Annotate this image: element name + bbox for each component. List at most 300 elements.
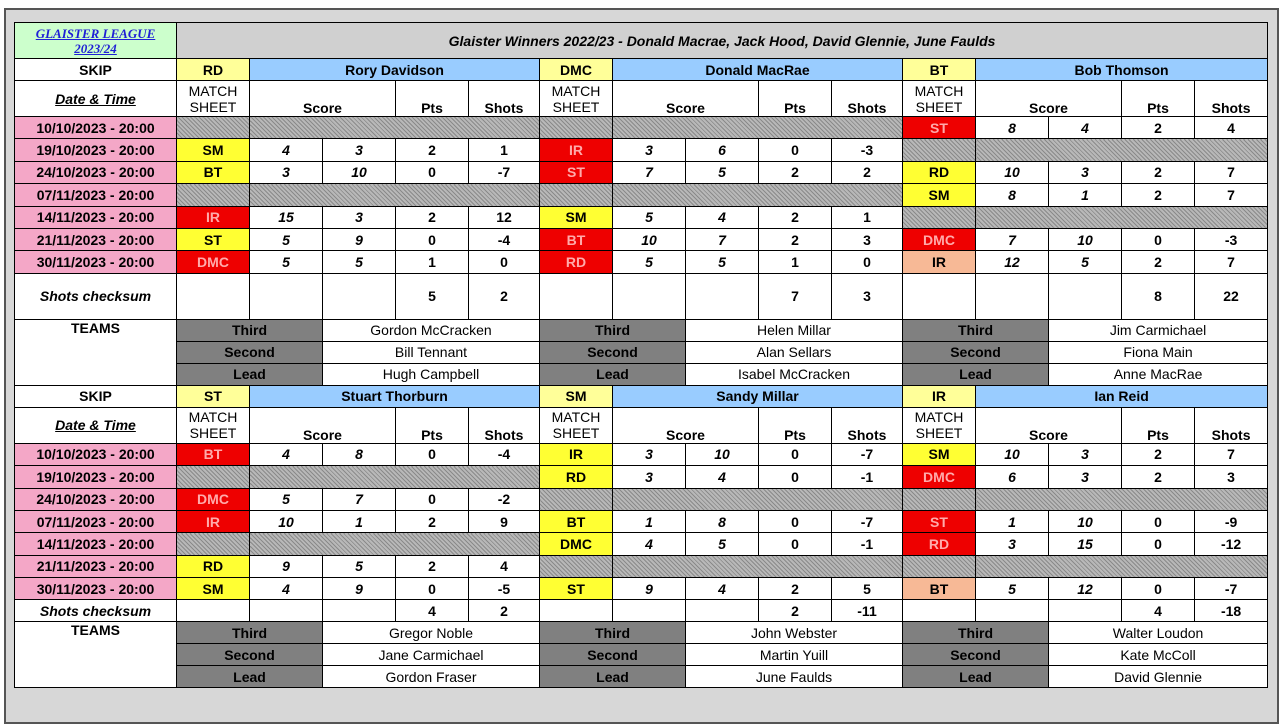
shots-cell: -7	[1195, 578, 1268, 600]
score-for: 9	[613, 578, 686, 600]
match-date: 24/10/2023 - 20:00	[15, 488, 177, 510]
shots-cell: 12	[469, 206, 540, 228]
league-title-link[interactable]: GLAISTER LEAGUE	[35, 25, 156, 41]
opponent-cell[interactable]: RD	[177, 555, 250, 577]
checksum-blank	[323, 273, 396, 319]
opponent-cell[interactable]: IR	[177, 206, 250, 228]
player-third: Jim Carmichael	[1049, 319, 1268, 341]
points-cell: 0	[1122, 228, 1195, 250]
position-third: Third	[903, 622, 1049, 644]
score-against: 12	[1049, 578, 1122, 600]
bye-cell	[250, 117, 540, 139]
opponent-cell[interactable]: BT	[540, 510, 613, 532]
opponent-cell[interactable]: SM	[177, 139, 250, 161]
points-cell: 0	[759, 466, 832, 488]
score-for: 10	[613, 228, 686, 250]
match-label: MATCH	[914, 82, 964, 99]
checksum-pts: 5	[396, 273, 469, 319]
position-second: Second	[540, 341, 686, 363]
team-code: SM	[540, 385, 613, 407]
score-for: 1	[613, 510, 686, 532]
player-lead: Hugh Campbell	[323, 363, 540, 385]
points-cell: 2	[1122, 251, 1195, 273]
score-against: 7	[323, 488, 396, 510]
shots-cell: -12	[1195, 533, 1268, 555]
score-against: 4	[686, 206, 759, 228]
score-against: 4	[1049, 117, 1122, 139]
score-against: 9	[323, 228, 396, 250]
checksum-pts: 4	[1122, 600, 1195, 622]
team-code: DMC	[540, 59, 613, 81]
score-for: 7	[613, 161, 686, 183]
score-for: 4	[250, 578, 323, 600]
points-cell: 2	[759, 228, 832, 250]
player-second: Alan Sellars	[686, 341, 903, 363]
bye-cell	[613, 488, 903, 510]
match-label: MATCH	[914, 409, 964, 426]
opponent-cell[interactable]: ST	[903, 117, 976, 139]
shots-header: Shots	[1195, 407, 1268, 443]
position-second: Second	[903, 644, 1049, 666]
shots-cell: -4	[469, 228, 540, 250]
shots-cell: -2	[469, 488, 540, 510]
opponent-cell[interactable]: ST	[903, 510, 976, 532]
score-against: 1	[323, 510, 396, 532]
checksum-blank	[613, 273, 686, 319]
shots-cell: 9	[469, 510, 540, 532]
shots-cell: 7	[1195, 251, 1268, 273]
teams-label: TEAMS	[15, 319, 177, 385]
skip-name: Donald MacRae	[613, 59, 903, 81]
points-cell: 0	[396, 578, 469, 600]
score-for: 3	[613, 443, 686, 465]
checksum-shots: 2	[469, 273, 540, 319]
score-against: 5	[1049, 251, 1122, 273]
score-for: 4	[613, 533, 686, 555]
opponent-cell[interactable]: BT	[177, 161, 250, 183]
opponent-cell[interactable]: SM	[177, 578, 250, 600]
points-cell: 2	[759, 578, 832, 600]
checksum-blank	[1049, 600, 1122, 622]
bye-cell	[250, 184, 540, 206]
score-for: 8	[976, 184, 1049, 206]
shots-cell: 1	[832, 206, 903, 228]
player-second: Bill Tennant	[323, 341, 540, 363]
shots-cell: -9	[1195, 510, 1268, 532]
bye-cell	[250, 466, 540, 488]
pts-header: Pts	[396, 407, 469, 443]
opponent-cell[interactable]: IR	[540, 139, 613, 161]
winners-banner: Glaister Winners 2022/23 - Donald Macrae, Jack Hood, David Glennie, June Faulds	[177, 23, 1268, 59]
match-label: MATCH	[551, 409, 601, 426]
score-for: 3	[613, 139, 686, 161]
shots-cell: 1	[469, 139, 540, 161]
shots-cell: -7	[832, 443, 903, 465]
score-for: 5	[613, 206, 686, 228]
checksum-shots: -18	[1195, 600, 1268, 622]
points-cell: 2	[1122, 443, 1195, 465]
points-cell: 0	[759, 139, 832, 161]
score-for: 3	[613, 466, 686, 488]
score-for: 6	[976, 466, 1049, 488]
team-code: RD	[177, 59, 250, 81]
position-third: Third	[540, 319, 686, 341]
position-second: Second	[177, 341, 323, 363]
score-against: 4	[686, 578, 759, 600]
skip-name: Bob Thomson	[976, 59, 1268, 81]
match-date: 14/11/2023 - 20:00	[15, 206, 177, 228]
score-for: 9	[250, 555, 323, 577]
points-cell: 2	[1122, 184, 1195, 206]
bye-cell	[540, 117, 613, 139]
match-date: 07/11/2023 - 20:00	[15, 510, 177, 532]
opponent-cell[interactable]: BT	[177, 443, 250, 465]
score-against: 5	[686, 251, 759, 273]
score-against: 3	[323, 206, 396, 228]
sheet-label: SHEET	[552, 98, 600, 115]
player-second: Jane Carmichael	[323, 644, 540, 666]
shots-cell: 4	[1195, 117, 1268, 139]
pts-header: Pts	[759, 81, 832, 117]
opponent-cell[interactable]: ST	[540, 578, 613, 600]
shots-cell: 5	[832, 578, 903, 600]
team-code: BT	[903, 59, 976, 81]
checksum-blank	[976, 600, 1049, 622]
opponent-cell[interactable]: RD	[540, 251, 613, 273]
skip-label: SKIP	[15, 385, 177, 407]
points-cell: 2	[396, 206, 469, 228]
match-label: MATCH	[188, 82, 238, 99]
shots-cell: -1	[832, 533, 903, 555]
shots-header: Shots	[832, 81, 903, 117]
bye-cell	[540, 488, 613, 510]
teams-label: TEAMS	[15, 622, 177, 688]
shots-cell: -4	[469, 443, 540, 465]
shots-cell: 7	[1195, 161, 1268, 183]
opponent-cell[interactable]: IR	[177, 510, 250, 532]
position-third: Third	[903, 319, 1049, 341]
score-for: 7	[976, 228, 1049, 250]
score-for: 10	[250, 510, 323, 532]
bye-cell	[903, 555, 976, 577]
score-for: 8	[976, 117, 1049, 139]
pts-header: Pts	[396, 81, 469, 117]
shots-header: Shots	[469, 407, 540, 443]
position-lead: Lead	[177, 363, 323, 385]
score-against: 3	[1049, 443, 1122, 465]
position-second: Second	[177, 644, 323, 666]
match-label: MATCH	[551, 82, 601, 99]
position-second: Second	[540, 644, 686, 666]
player-lead: Isabel McCracken	[686, 363, 903, 385]
checksum-blank	[1049, 273, 1122, 319]
checksum-blank	[613, 600, 686, 622]
score-against: 3	[1049, 466, 1122, 488]
skip-name: Rory Davidson	[250, 59, 540, 81]
score-against: 5	[323, 555, 396, 577]
position-lead: Lead	[177, 666, 323, 688]
points-cell: 0	[396, 443, 469, 465]
player-third: Gregor Noble	[323, 622, 540, 644]
match-date: 19/10/2023 - 20:00	[15, 139, 177, 161]
match-date: 21/11/2023 - 20:00	[15, 228, 177, 250]
score-header: Score	[613, 81, 759, 117]
skip-name: Sandy Millar	[613, 385, 903, 407]
opponent-cell[interactable]: DMC	[903, 228, 976, 250]
score-for: 5	[613, 251, 686, 273]
bye-cell	[903, 206, 976, 228]
bye-cell	[613, 555, 903, 577]
score-against: 8	[686, 510, 759, 532]
checksum-shots: 2	[469, 600, 540, 622]
player-second: Martin Yuill	[686, 644, 903, 666]
score-for: 3	[250, 161, 323, 183]
player-third: Gordon McCracken	[323, 319, 540, 341]
points-cell: 0	[396, 161, 469, 183]
opponent-cell[interactable]: RD	[540, 466, 613, 488]
match-date: 19/10/2023 - 20:00	[15, 466, 177, 488]
bye-cell	[613, 117, 903, 139]
checksum-blank	[686, 600, 759, 622]
shots-header: Shots	[469, 81, 540, 117]
position-lead: Lead	[903, 363, 1049, 385]
bye-cell	[177, 466, 250, 488]
match-date: 21/11/2023 - 20:00	[15, 555, 177, 577]
player-lead: Gordon Fraser	[323, 666, 540, 688]
shots-cell: 4	[469, 555, 540, 577]
score-for: 5	[250, 251, 323, 273]
position-lead: Lead	[540, 363, 686, 385]
checksum-pts: 2	[759, 600, 832, 622]
position-second: Second	[903, 341, 1049, 363]
opponent-cell[interactable]: ST	[540, 161, 613, 183]
points-cell: 2	[759, 206, 832, 228]
player-lead: David Glennie	[1049, 666, 1268, 688]
opponent-cell[interactable]: SM	[903, 184, 976, 206]
score-against: 5	[686, 161, 759, 183]
match-sheet-header	[540, 81, 613, 117]
shots-cell: -5	[469, 578, 540, 600]
match-date: 30/11/2023 - 20:00	[15, 251, 177, 273]
points-cell: 0	[759, 533, 832, 555]
opponent-cell[interactable]: SM	[540, 206, 613, 228]
opponent-cell[interactable]: RD	[903, 161, 976, 183]
skip-name: Ian Reid	[976, 385, 1268, 407]
shots-cell: 0	[469, 251, 540, 273]
checksum-blank	[540, 600, 613, 622]
score-header: Score	[250, 81, 396, 117]
opponent-cell[interactable]: IR	[903, 251, 976, 273]
checksum-blank	[686, 273, 759, 319]
match-date: 14/11/2023 - 20:00	[15, 533, 177, 555]
score-for: 10	[976, 443, 1049, 465]
shots-cell: 0	[832, 251, 903, 273]
shots-cell: 7	[1195, 443, 1268, 465]
shots-cell: 3	[832, 228, 903, 250]
score-against: 10	[686, 443, 759, 465]
sheet-label: SHEET	[189, 425, 237, 442]
score-for: 15	[250, 206, 323, 228]
pts-header: Pts	[759, 407, 832, 443]
checksum-blank	[903, 600, 976, 622]
score-against: 4	[686, 466, 759, 488]
opponent-cell[interactable]: RD	[903, 533, 976, 555]
score-against: 8	[323, 443, 396, 465]
player-lead: June Faulds	[686, 666, 903, 688]
bye-cell	[976, 139, 1268, 161]
score-against: 7	[686, 228, 759, 250]
checksum-blank	[540, 273, 613, 319]
score-against: 5	[323, 251, 396, 273]
position-third: Third	[540, 622, 686, 644]
points-cell: 0	[759, 510, 832, 532]
shots-header: Shots	[832, 407, 903, 443]
points-cell: 2	[396, 510, 469, 532]
bye-cell	[976, 488, 1268, 510]
checksum-blank	[250, 273, 323, 319]
match-sheet-header	[903, 81, 976, 117]
points-cell: 2	[396, 139, 469, 161]
score-header: Score	[250, 407, 396, 443]
bye-cell	[976, 555, 1268, 577]
shots-cell: -3	[1195, 228, 1268, 250]
pts-header: Pts	[1122, 81, 1195, 117]
score-header: Score	[613, 407, 759, 443]
points-cell: 2	[759, 161, 832, 183]
match-sheet-header	[177, 407, 250, 443]
score-against: 10	[323, 161, 396, 183]
date-time-header: Date & Time	[15, 81, 177, 117]
opponent-cell[interactable]: BT	[540, 228, 613, 250]
league-title[interactable]	[15, 23, 177, 59]
sheet-label: SHEET	[915, 98, 963, 115]
checksum-blank	[250, 600, 323, 622]
shots-cell: -7	[832, 510, 903, 532]
score-for: 1	[976, 510, 1049, 532]
sheet-label: SHEET	[915, 425, 963, 442]
position-lead: Lead	[540, 666, 686, 688]
checksum-blank	[323, 600, 396, 622]
points-cell: 1	[396, 251, 469, 273]
player-third: Helen Millar	[686, 319, 903, 341]
opponent-cell[interactable]: BT	[903, 578, 976, 600]
pts-header: Pts	[1122, 407, 1195, 443]
points-cell: 2	[396, 555, 469, 577]
opponent-cell[interactable]: ST	[177, 228, 250, 250]
player-second: Kate McColl	[1049, 644, 1268, 666]
checksum-blank	[177, 273, 250, 319]
points-cell: 0	[1122, 533, 1195, 555]
checksum-shots: 3	[832, 273, 903, 319]
shots-cell: -1	[832, 466, 903, 488]
points-cell: 2	[1122, 117, 1195, 139]
checksum-blank	[976, 273, 1049, 319]
match-sheet-header	[177, 81, 250, 117]
score-against: 9	[323, 578, 396, 600]
shots-cell: 3	[1195, 466, 1268, 488]
checksum-pts: 8	[1122, 273, 1195, 319]
shots-cell: 7	[1195, 184, 1268, 206]
bye-cell	[177, 117, 250, 139]
score-against: 3	[1049, 161, 1122, 183]
position-third: Third	[177, 622, 323, 644]
shots-checksum-label: Shots checksum	[15, 600, 177, 622]
skip-name: Stuart Thorburn	[250, 385, 540, 407]
opponent-cell[interactable]: DMC	[177, 251, 250, 273]
score-for: 3	[976, 533, 1049, 555]
score-for: 12	[976, 251, 1049, 273]
points-cell: 0	[396, 488, 469, 510]
checksum-pts: 4	[396, 600, 469, 622]
points-cell: 0	[1122, 578, 1195, 600]
score-against: 10	[1049, 510, 1122, 532]
season-link[interactable]: 2023/24	[74, 40, 117, 56]
opponent-cell[interactable]: DMC	[177, 488, 250, 510]
sheet-label: SHEET	[189, 98, 237, 115]
shots-header: Shots	[1195, 81, 1268, 117]
opponent-cell[interactable]: DMC	[903, 466, 976, 488]
score-for: 4	[250, 139, 323, 161]
shots-cell: -3	[832, 139, 903, 161]
checksum-blank	[903, 273, 976, 319]
bye-cell	[613, 184, 903, 206]
points-cell: 0	[396, 228, 469, 250]
bye-cell	[250, 533, 540, 555]
score-header: Score	[976, 81, 1122, 117]
bye-cell	[903, 488, 976, 510]
points-cell: 2	[1122, 161, 1195, 183]
player-lead: Anne MacRae	[1049, 363, 1268, 385]
points-cell: 0	[1122, 510, 1195, 532]
sheet-label: SHEET	[552, 425, 600, 442]
match-date: 07/11/2023 - 20:00	[15, 184, 177, 206]
opponent-cell[interactable]: DMC	[540, 533, 613, 555]
position-lead: Lead	[903, 666, 1049, 688]
bye-cell	[540, 555, 613, 577]
points-cell: 0	[759, 443, 832, 465]
score-against: 3	[323, 139, 396, 161]
score-against: 6	[686, 139, 759, 161]
shots-checksum-label: Shots checksum	[15, 273, 177, 319]
score-header: Score	[976, 407, 1122, 443]
team-code: IR	[903, 385, 976, 407]
match-date: 30/11/2023 - 20:00	[15, 578, 177, 600]
score-against: 10	[1049, 228, 1122, 250]
opponent-cell[interactable]: SM	[903, 443, 976, 465]
bye-cell	[903, 139, 976, 161]
checksum-shots: -11	[832, 600, 903, 622]
opponent-cell[interactable]: IR	[540, 443, 613, 465]
score-for: 5	[250, 488, 323, 510]
position-third: Third	[177, 319, 323, 341]
score-for: 5	[976, 578, 1049, 600]
match-date: 10/10/2023 - 20:00	[15, 443, 177, 465]
checksum-blank	[177, 600, 250, 622]
league-table	[14, 22, 1268, 688]
score-against: 15	[1049, 533, 1122, 555]
date-time-header: Date & Time	[15, 407, 177, 443]
score-for: 4	[250, 443, 323, 465]
match-label: MATCH	[188, 409, 238, 426]
player-second: Fiona Main	[1049, 341, 1268, 363]
bye-cell	[976, 206, 1268, 228]
match-date: 24/10/2023 - 20:00	[15, 161, 177, 183]
team-code: ST	[177, 385, 250, 407]
bye-cell	[177, 533, 250, 555]
match-date: 10/10/2023 - 20:00	[15, 117, 177, 139]
points-cell: 1	[759, 251, 832, 273]
player-third: John Webster	[686, 622, 903, 644]
